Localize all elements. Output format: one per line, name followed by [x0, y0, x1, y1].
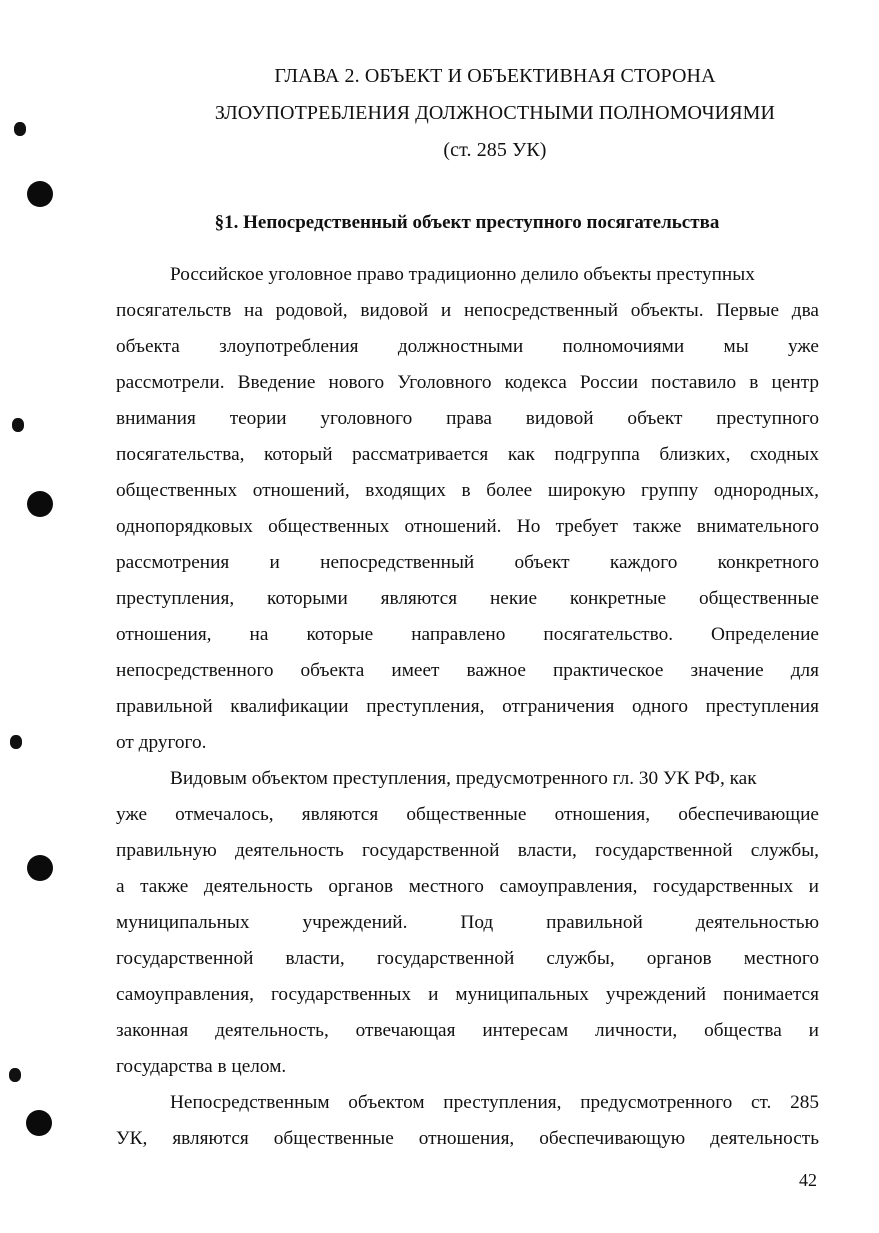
punch-hole	[27, 855, 53, 881]
text-line: посягательства, который рассматривается как подгруппа близких, сходных	[116, 444, 819, 465]
chapter-title-line: ГЛАВА 2. ОБЪЕКТ И ОБЪЕКТИВНАЯ СТОРОНА	[274, 65, 716, 87]
text-line: а также деятельность органов местного самоуправления, государственных и	[116, 876, 819, 897]
chapter-article-ref: (ст. 285 УК)	[443, 139, 547, 161]
text-line: правильную деятельность государственной власти, государственной службы,	[116, 840, 819, 861]
text-line: однопорядковых общественных отношений. Но требует также внимательного	[116, 516, 819, 537]
chapter-title-line: ЗЛОУПОТРЕБЛЕНИЯ ДОЛЖНОСТНЫМИ ПОЛНОМОЧИЯМИ	[214, 102, 776, 124]
text-line: посягательств на родовой, видовой и непосредственный объекты. Первые два	[116, 300, 819, 321]
text-line: рассмотрения и непосредственный объект каждого конкретного	[116, 552, 819, 573]
scan-speck	[12, 418, 24, 432]
punch-hole	[27, 491, 53, 517]
text-line: от другого.	[116, 732, 207, 753]
text-line: правильной квалификации преступления, отграничения одного преступления	[116, 696, 819, 717]
text-line: внимания теории уголовного права видовой объект преступного	[116, 408, 819, 429]
text-line: общественных отношений, входящих в более широкую группу однородных,	[116, 480, 819, 501]
text-line: государства в целом.	[116, 1056, 287, 1077]
text-line: непосредственного объекта имеет важное практическое значение для	[116, 660, 819, 681]
text-line: объекта злоупотребления должностными полномочиями мы уже	[116, 336, 819, 357]
text-line: муниципальных учреждений. Под правильной деятельностью	[116, 912, 819, 933]
text-line: государственной власти, государственной службы, органов местного	[116, 948, 819, 969]
text-line: законная деятельность, отвечающая интересам личности, общества и	[116, 1020, 819, 1041]
punch-hole	[26, 1110, 52, 1136]
chapter-title	[110, 58, 879, 169]
text-line: рассмотрели. Введение нового Уголовного кодекса России поставило в центр	[116, 372, 819, 393]
punch-hole	[27, 181, 53, 207]
text-line: Видовым объектом преступления, предусмотренного гл. 30 УК РФ, как	[170, 768, 757, 789]
section-heading: §1. Непосредственный объект преступного посягательства	[214, 212, 720, 233]
text-line: отношения, на которые направлено посягательство. Определение	[116, 624, 819, 645]
text-line: Непосредственным объектом преступления, предусмотренного ст. 285	[170, 1092, 819, 1113]
scan-speck	[14, 122, 26, 136]
text-line: Российское уголовное право традиционно делило объекты преступных	[170, 264, 755, 285]
page-number: 42	[799, 1170, 817, 1190]
scan-speck	[9, 1068, 21, 1082]
text-line: УК, являются общественные отношения, обеспечивающую деятельность	[116, 1128, 819, 1149]
scan-speck	[10, 735, 22, 749]
text-line: уже отмечалось, являются общественные отношения, обеспечивающие	[116, 804, 819, 825]
text-line: самоуправления, государственных и муниципальных учреждений понимается	[116, 984, 819, 1005]
text-line: преступления, которыми являются некие конкретные общественные	[116, 588, 819, 609]
